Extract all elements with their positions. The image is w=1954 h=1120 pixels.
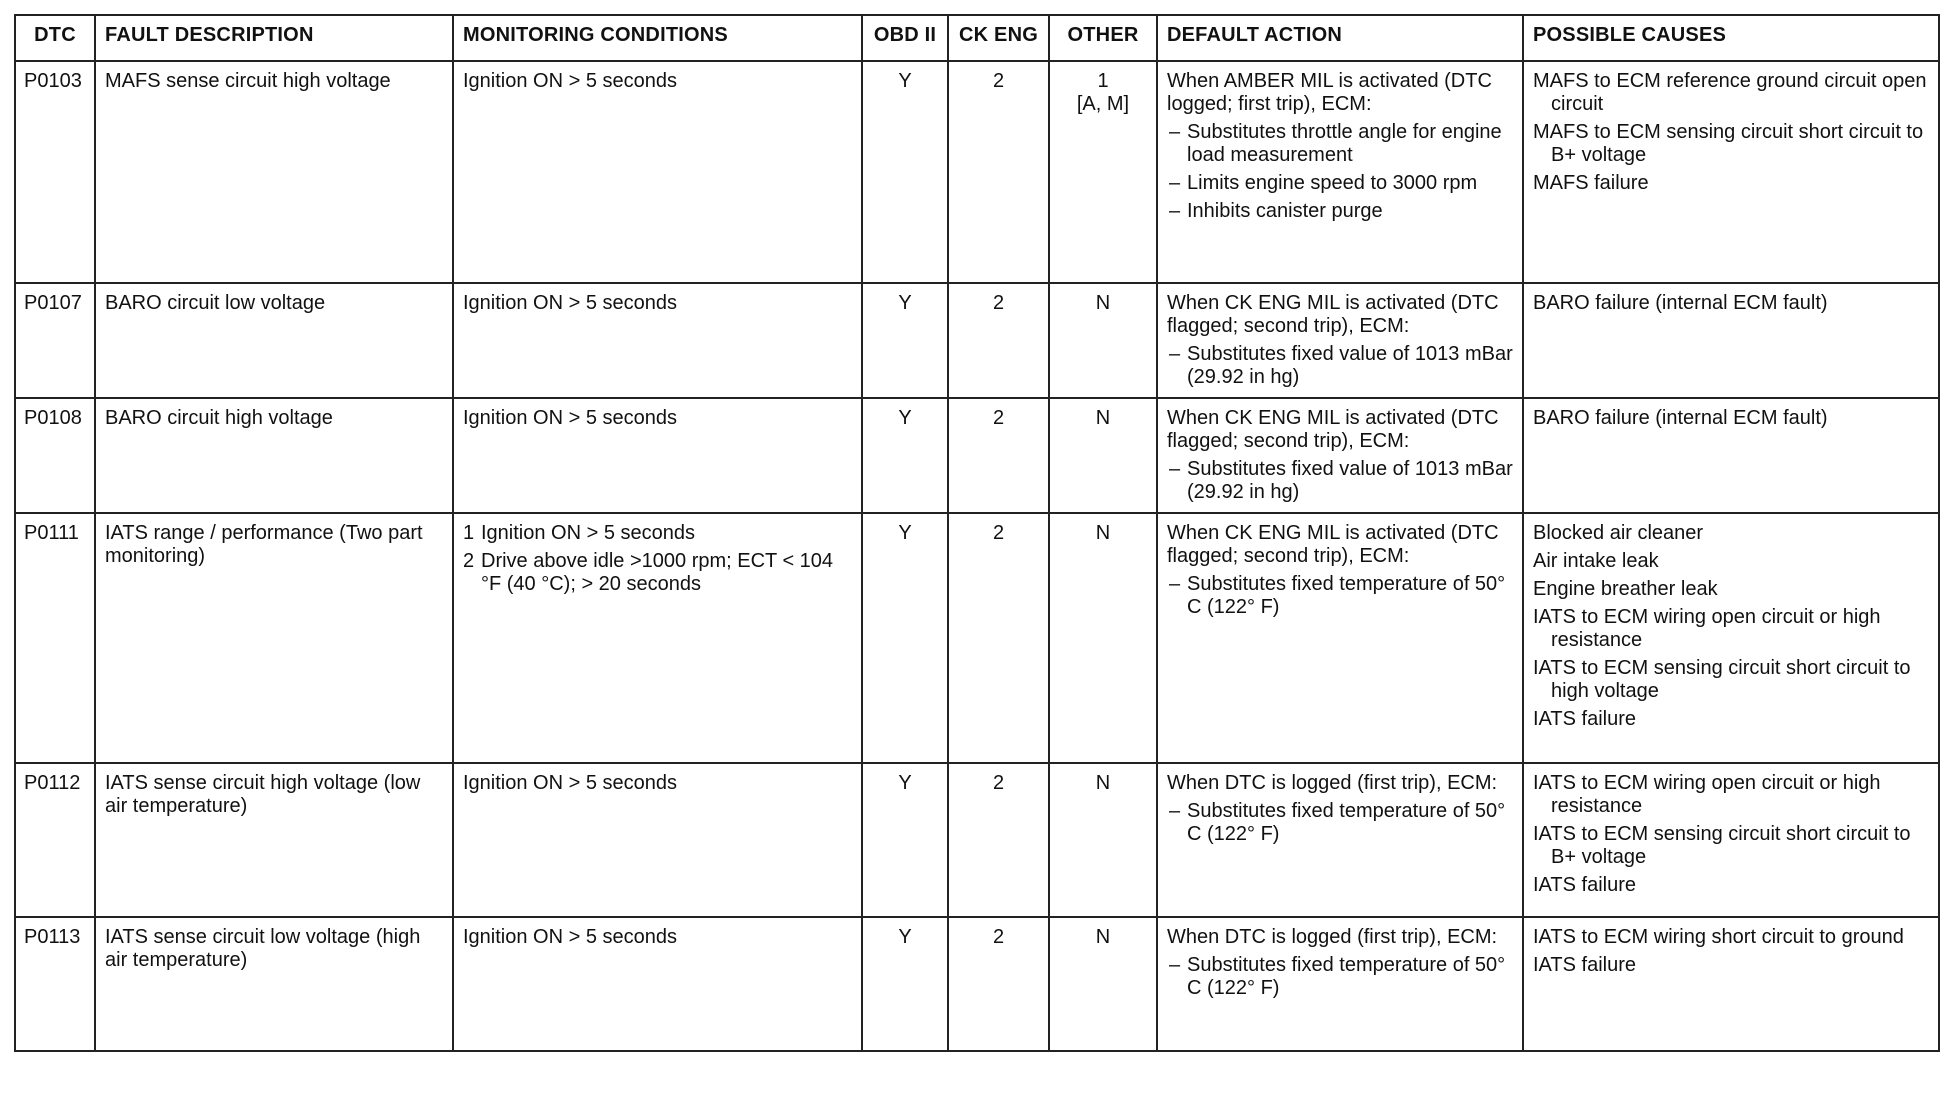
- other-line: N: [1095, 926, 1111, 948]
- other-line: N: [1095, 292, 1111, 314]
- fault-description: BARO circuit high voltage: [95, 398, 453, 513]
- other-value: [1049, 917, 1157, 1051]
- possible-cause: MAFS to ECM reference ground circuit open circuit: [1533, 70, 1927, 115]
- fault-description: IATS range / performance (Two part monitoring): [95, 513, 453, 763]
- possible-cause: IATS to ECM wiring open circuit or high resistance: [1533, 606, 1881, 651]
- default-action-list: [1167, 343, 1513, 389]
- dtc-code: P0113: [15, 917, 95, 1051]
- monitoring-step-number: 2: [463, 550, 475, 572]
- ck-eng-value: 2: [948, 283, 1049, 398]
- dtc-table-sheet: [14, 14, 1938, 1052]
- monitoring-step-number: 1: [463, 522, 475, 544]
- monitoring-line: Ignition ON > 5 seconds: [463, 292, 678, 314]
- dtc-code: P0107: [15, 283, 95, 398]
- obd-ii-value: Y: [862, 283, 948, 398]
- obd-ii-value: Y: [862, 917, 948, 1051]
- fault-description: MAFS sense circuit high voltage: [95, 61, 453, 283]
- default-action-list: [1167, 954, 1513, 1000]
- ck-eng-value: 2: [948, 513, 1049, 763]
- default-action-item: – Inhibits canister purge: [1167, 200, 1513, 223]
- possible-cause: IATS failure: [1533, 874, 1636, 896]
- possible-cause: MAFS to ECM sensing circuit short circuit to B+ voltage: [1533, 121, 1924, 166]
- monitoring-conditions: [453, 763, 862, 917]
- default-action-intro: When DTC is logged (first trip), ECM:: [1167, 926, 1498, 948]
- obd-ii-value: Y: [862, 763, 948, 917]
- monitoring-line: Ignition ON > 5 seconds: [463, 407, 678, 429]
- obd-ii-value: Y: [862, 398, 948, 513]
- default-action: [1157, 283, 1523, 398]
- possible-causes: [1523, 398, 1939, 513]
- possible-cause: BARO failure (internal ECM fault): [1533, 292, 1828, 314]
- default-action-item: – Substitutes fixed value of 1013 mBar (29.92 in hg): [1167, 458, 1513, 504]
- possible-cause: Blocked air cleaner: [1533, 522, 1704, 544]
- table-row: [15, 283, 1939, 398]
- dtc-code: P0111: [15, 513, 95, 763]
- ck-eng-value: 2: [948, 917, 1049, 1051]
- other-line: [A, M]: [1076, 93, 1130, 115]
- default-action-intro: When CK ENG MIL is activated (DTC flagged; second trip), ECM:: [1167, 522, 1499, 567]
- default-action-intro: When AMBER MIL is activated (DTC logged; first trip), ECM:: [1167, 70, 1492, 115]
- default-action-list: [1167, 458, 1513, 504]
- monitoring-line: Ignition ON > 5 seconds: [463, 70, 678, 92]
- other-value: [1049, 283, 1157, 398]
- possible-causes: [1523, 61, 1939, 283]
- dtc-code: P0108: [15, 398, 95, 513]
- default-action: [1157, 398, 1523, 513]
- dtc-code: P0112: [15, 763, 95, 917]
- dtc-code: P0103: [15, 61, 95, 283]
- table-row: [15, 763, 1939, 917]
- other-value: [1049, 763, 1157, 917]
- other-value: [1049, 513, 1157, 763]
- ck-eng-value: 2: [948, 763, 1049, 917]
- default-action-item: – Substitutes fixed value of 1013 mBar (29.92 in hg): [1167, 343, 1513, 389]
- header-default-action: DEFAULT ACTION: [1157, 15, 1523, 61]
- monitoring-conditions: [453, 398, 862, 513]
- possible-cause: Engine breather leak: [1533, 578, 1718, 600]
- header-monitoring-conditions: MONITORING CONDITIONS: [453, 15, 862, 61]
- other-value: [1049, 61, 1157, 283]
- monitoring-step-text: Ignition ON > 5 seconds: [481, 522, 696, 544]
- fault-description: IATS sense circuit low voltage (high air temperature): [95, 917, 453, 1051]
- dtc-table: [14, 14, 1940, 1052]
- header-possible-causes: POSSIBLE CAUSES: [1523, 15, 1939, 61]
- default-action-item: – Limits engine speed to 3000 rpm: [1167, 172, 1513, 195]
- possible-causes: [1523, 917, 1939, 1051]
- table-row: [15, 917, 1939, 1051]
- default-action-list: [1167, 800, 1513, 846]
- default-action-item: – Substitutes throttle angle for engine load measurement: [1167, 121, 1513, 167]
- default-action-intro: When CK ENG MIL is activated (DTC flagged; second trip), ECM:: [1167, 407, 1499, 452]
- default-action: [1157, 763, 1523, 917]
- other-line: N: [1095, 407, 1111, 429]
- header-row: [15, 15, 1939, 61]
- other-line: N: [1095, 772, 1111, 794]
- default-action: [1157, 61, 1523, 283]
- possible-cause: Air intake leak: [1533, 550, 1659, 572]
- monitoring-step-text: Drive above idle >1000 rpm; ECT < 104 °F (40 °C); > 20 seconds: [481, 550, 834, 595]
- ck-eng-value: 2: [948, 398, 1049, 513]
- header-obd-ii: OBD II: [862, 15, 948, 61]
- fault-description: BARO circuit low voltage: [95, 283, 453, 398]
- table-row: [15, 398, 1939, 513]
- other-value: [1049, 398, 1157, 513]
- monitoring-conditions: [453, 513, 862, 763]
- possible-cause: IATS failure: [1533, 954, 1636, 976]
- obd-ii-value: Y: [862, 513, 948, 763]
- default-action-intro: When DTC is logged (first trip), ECM:: [1167, 772, 1498, 794]
- possible-cause: IATS to ECM wiring open circuit or high resistance: [1533, 772, 1881, 817]
- possible-causes: [1523, 763, 1939, 917]
- table-row: [15, 513, 1939, 763]
- possible-cause: MAFS failure: [1533, 172, 1649, 194]
- possible-cause: BARO failure (internal ECM fault): [1533, 407, 1828, 429]
- possible-cause: IATS failure: [1533, 708, 1636, 730]
- default-action-intro: When CK ENG MIL is activated (DTC flagged; second trip), ECM:: [1167, 292, 1499, 337]
- other-line: 1: [1097, 70, 1109, 92]
- monitoring-step: [463, 522, 852, 545]
- default-action-item: – Substitutes fixed temperature of 50° C (122° F): [1167, 954, 1513, 1000]
- possible-causes: [1523, 283, 1939, 398]
- monitoring-conditions: [453, 917, 862, 1051]
- default-action: [1157, 513, 1523, 763]
- monitoring-line: Ignition ON > 5 seconds: [463, 772, 678, 794]
- default-action: [1157, 917, 1523, 1051]
- default-action-list: [1167, 121, 1513, 223]
- monitoring-step: [463, 550, 852, 596]
- obd-ii-value: Y: [862, 61, 948, 283]
- other-line: N: [1095, 522, 1111, 544]
- ck-eng-value: 2: [948, 61, 1049, 283]
- header-dtc: DTC: [15, 15, 95, 61]
- header-fault-description: FAULT DESCRIPTION: [95, 15, 453, 61]
- default-action-list: [1167, 573, 1513, 619]
- monitoring-line: Ignition ON > 5 seconds: [463, 926, 678, 948]
- header-other: OTHER: [1049, 15, 1157, 61]
- monitoring-conditions: [453, 283, 862, 398]
- monitoring-conditions: [453, 61, 862, 283]
- possible-cause: IATS to ECM sensing circuit short circuit to high voltage: [1533, 657, 1911, 702]
- possible-cause: IATS to ECM wiring short circuit to ground: [1533, 926, 1904, 948]
- header-ck-eng: CK ENG: [948, 15, 1049, 61]
- table-row: [15, 61, 1939, 283]
- possible-causes: [1523, 513, 1939, 763]
- default-action-item: – Substitutes fixed temperature of 50° C (122° F): [1167, 573, 1513, 619]
- default-action-item: – Substitutes fixed temperature of 50° C (122° F): [1167, 800, 1513, 846]
- fault-description: IATS sense circuit high voltage (low air temperature): [95, 763, 453, 917]
- possible-cause: IATS to ECM sensing circuit short circuit to B+ voltage: [1533, 823, 1911, 868]
